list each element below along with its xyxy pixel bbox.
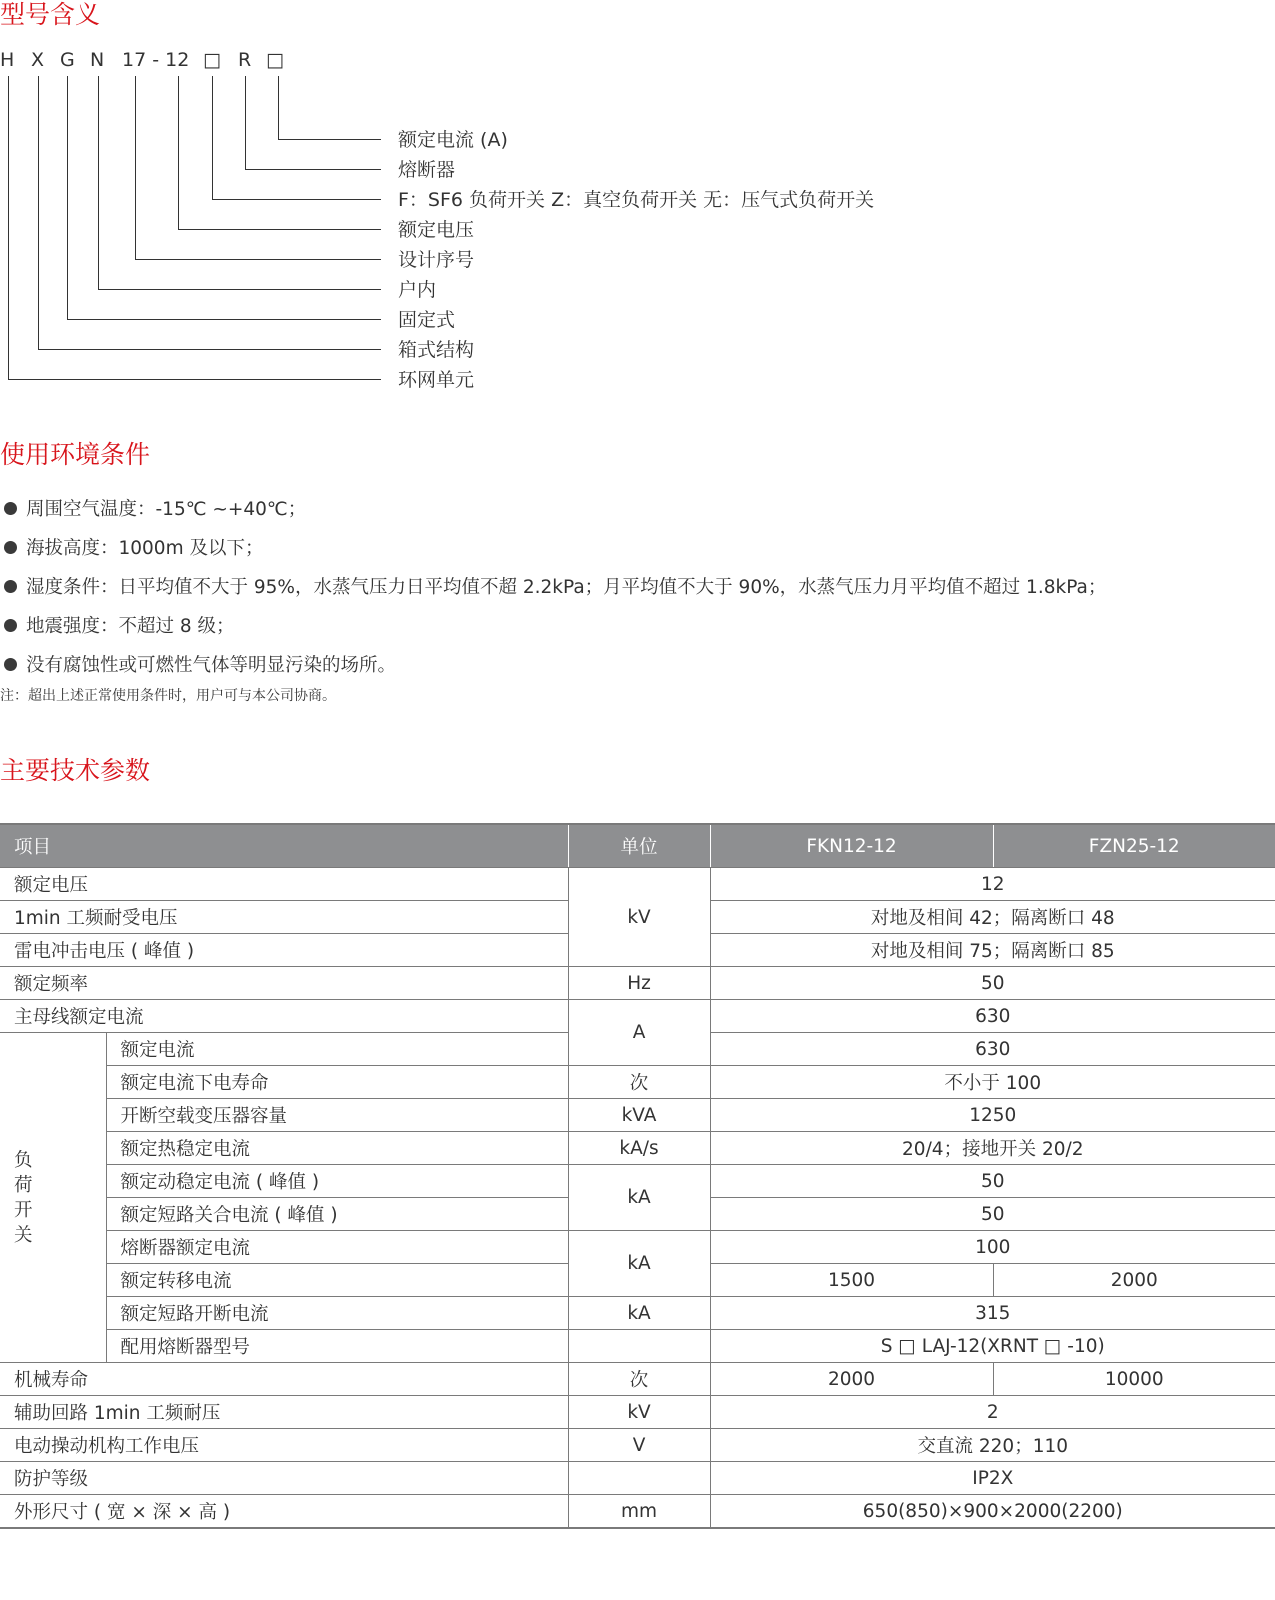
cell-value: 630 xyxy=(710,1033,1275,1066)
cell-unit: kA xyxy=(568,1231,710,1297)
connector-line xyxy=(212,199,381,200)
connector-line xyxy=(98,289,381,290)
condition-item: 没有腐蚀性或可燃性气体等明显污染的场所。 xyxy=(0,653,396,679)
cell-value: 对地及相间 42；隔离断口 48 xyxy=(710,901,1275,934)
cell-value: 50 xyxy=(710,967,1275,1000)
table-row xyxy=(0,1132,1275,1165)
cell-unit: kVA xyxy=(568,1099,710,1132)
cell-item: 额定动稳定电流 ( 峰值 ) xyxy=(106,1165,568,1198)
connector-line xyxy=(38,349,381,350)
cell-item: 外形尺寸 ( 宽 × 深 × 高 ) xyxy=(0,1495,568,1529)
cell-item: 额定电流下电寿命 xyxy=(106,1066,568,1099)
header-fzn: FZN25-12 xyxy=(993,824,1275,868)
connector-line xyxy=(98,76,99,290)
code-label-fixed: 固定式 xyxy=(398,309,456,331)
cell-item: 机械寿命 xyxy=(0,1363,568,1396)
table-row xyxy=(0,1462,1275,1495)
cell-item: 1min 工频耐受电压 xyxy=(0,901,568,934)
table-row xyxy=(0,1297,1275,1330)
table-row xyxy=(0,1363,1275,1396)
cell-value-fkn: 2000 xyxy=(710,1363,993,1396)
connector-line xyxy=(245,76,246,170)
connector-line xyxy=(278,139,381,140)
cell-unit: Hz xyxy=(568,967,710,1000)
bullet-icon xyxy=(4,619,17,632)
code-char-r: R xyxy=(238,49,252,71)
code-char-x: X xyxy=(31,49,45,71)
connector-line xyxy=(178,76,179,230)
cell-value: 315 xyxy=(710,1297,1275,1330)
cell-item: 额定电压 xyxy=(0,868,568,901)
table-row xyxy=(0,1099,1275,1132)
code-label-rated-voltage: 额定电压 xyxy=(398,219,475,241)
cell-value: 不小于 100 xyxy=(710,1066,1275,1099)
section-title-model: 型号含义 xyxy=(0,0,101,29)
cell-unit: kA xyxy=(568,1165,710,1231)
header-unit: 单位 xyxy=(568,824,710,868)
cell-value: 630 xyxy=(710,1000,1275,1033)
table-row xyxy=(0,1066,1275,1099)
code-label-switch-type: F：SF6 负荷开关 Z：真空负荷开关 无：压气式负荷开关 xyxy=(398,189,875,211)
section-title-parameters: 主要技术参数 xyxy=(0,756,151,785)
table-row xyxy=(0,1165,1275,1198)
cell-item: 额定短路关合电流 ( 峰值 ) xyxy=(106,1198,568,1231)
cell-item: 额定热稳定电流 xyxy=(106,1132,568,1165)
bullet-icon xyxy=(4,541,17,554)
connector-line xyxy=(38,76,39,350)
connector-line xyxy=(135,76,136,260)
conditions-note: 注：超出上述正常使用条件时，用户可与本公司协商。 xyxy=(0,688,336,704)
cell-unit: A xyxy=(568,1000,710,1066)
cell-value: 12 xyxy=(710,868,1275,901)
cell-value: 50 xyxy=(710,1198,1275,1231)
code-label-box-structure: 箱式结构 xyxy=(398,339,475,361)
cell-unit xyxy=(568,1330,710,1363)
cell-item: 电动操动机构工作电压 xyxy=(0,1429,568,1462)
table-row xyxy=(0,1429,1275,1462)
cell-value: 对地及相间 75；隔离断口 85 xyxy=(710,934,1275,967)
cell-unit: V xyxy=(568,1429,710,1462)
cell-item: 熔断器额定电流 xyxy=(106,1231,568,1264)
header-item: 项目 xyxy=(0,824,568,868)
code-char-g: G xyxy=(60,49,75,71)
cell-value: 20/4；接地开关 20/2 xyxy=(710,1132,1275,1165)
table-row xyxy=(0,868,1275,901)
bullet-icon xyxy=(4,580,17,593)
connector-line xyxy=(212,76,213,200)
group-label-load-switch: 负 荷 开 关 xyxy=(0,1033,106,1363)
connector-line xyxy=(67,319,381,320)
cell-unit: kA xyxy=(568,1297,710,1330)
code-char-box-2: □ xyxy=(266,49,284,71)
header-fkn: FKN12-12 xyxy=(710,824,993,868)
table-row xyxy=(0,1396,1275,1429)
cell-value: S □ LAJ-12(XRNT □ -10) xyxy=(710,1330,1275,1363)
cell-unit: kA/s xyxy=(568,1132,710,1165)
cell-value: 650(850)×900×2000(2200) xyxy=(710,1495,1275,1529)
cell-unit xyxy=(568,1462,710,1495)
cell-item: 额定转移电流 xyxy=(106,1264,568,1297)
cell-unit: 次 xyxy=(568,1066,710,1099)
cell-unit: 次 xyxy=(568,1363,710,1396)
spec-table xyxy=(0,823,1275,1529)
cell-value-fzn: 2000 xyxy=(993,1264,1275,1297)
cell-value: 2 xyxy=(710,1396,1275,1429)
cell-unit: kV xyxy=(568,868,710,967)
condition-item: 湿度条件：日平均值不大于 95%，水蒸气压力日平均值不超 2.2kPa；月平均值不大于 90%，水蒸气压力月平均值不超过 1.8kPa； xyxy=(0,575,1106,601)
code-label-indoor: 户内 xyxy=(398,279,437,301)
bullet-icon xyxy=(4,502,17,515)
cell-value: 交直流 220；110 xyxy=(710,1429,1275,1462)
cell-value: 50 xyxy=(710,1165,1275,1198)
condition-item: 地震强度：不超过 8 级； xyxy=(0,614,235,640)
connector-line xyxy=(67,76,68,320)
cell-value: IP2X xyxy=(710,1462,1275,1495)
table-row xyxy=(0,1495,1275,1529)
table-row xyxy=(0,1231,1275,1264)
cell-item: 额定电流 xyxy=(106,1033,568,1066)
connector-line xyxy=(8,379,381,380)
code-char-box-1: □ xyxy=(203,49,221,71)
connector-line xyxy=(178,229,381,230)
table-row xyxy=(0,1330,1275,1363)
cell-item: 配用熔断器型号 xyxy=(106,1330,568,1363)
connector-line xyxy=(278,76,279,140)
connector-line xyxy=(245,169,381,170)
code-char-series: 17 - 12 xyxy=(122,49,190,71)
cell-unit: mm xyxy=(568,1495,710,1529)
table-header-row xyxy=(0,824,1275,868)
code-char-h: H xyxy=(0,49,15,71)
connector-line xyxy=(8,76,9,380)
bullet-icon xyxy=(4,658,17,671)
code-label-rated-current: 额定电流 (A) xyxy=(398,129,508,151)
table-row xyxy=(0,967,1275,1000)
condition-item: 海拔高度：1000m 及以下； xyxy=(0,536,263,562)
cell-item: 开断空载变压器容量 xyxy=(106,1099,568,1132)
cell-value-fzn: 10000 xyxy=(993,1363,1275,1396)
cell-value: 1250 xyxy=(710,1099,1275,1132)
cell-item: 雷电冲击电压 ( 峰值 ) xyxy=(0,934,568,967)
section-title-environment: 使用环境条件 xyxy=(0,440,151,469)
condition-item: 周围空气温度：-15℃ ~+40℃； xyxy=(0,497,306,523)
cell-item: 额定频率 xyxy=(0,967,568,1000)
table-row xyxy=(0,1000,1275,1033)
cell-item: 额定短路开断电流 xyxy=(106,1297,568,1330)
cell-item: 主母线额定电流 xyxy=(0,1000,568,1033)
connector-line xyxy=(135,259,381,260)
cell-value: 100 xyxy=(710,1231,1275,1264)
cell-unit: kV xyxy=(568,1396,710,1429)
cell-value-fkn: 1500 xyxy=(710,1264,993,1297)
code-label-fuse: 熔断器 xyxy=(398,159,456,181)
code-char-n: N xyxy=(90,49,105,71)
code-label-design-no: 设计序号 xyxy=(398,249,475,271)
code-label-ring-main-unit: 环网单元 xyxy=(398,369,475,391)
cell-item: 防护等级 xyxy=(0,1462,568,1495)
cell-item: 辅助回路 1min 工频耐压 xyxy=(0,1396,568,1429)
